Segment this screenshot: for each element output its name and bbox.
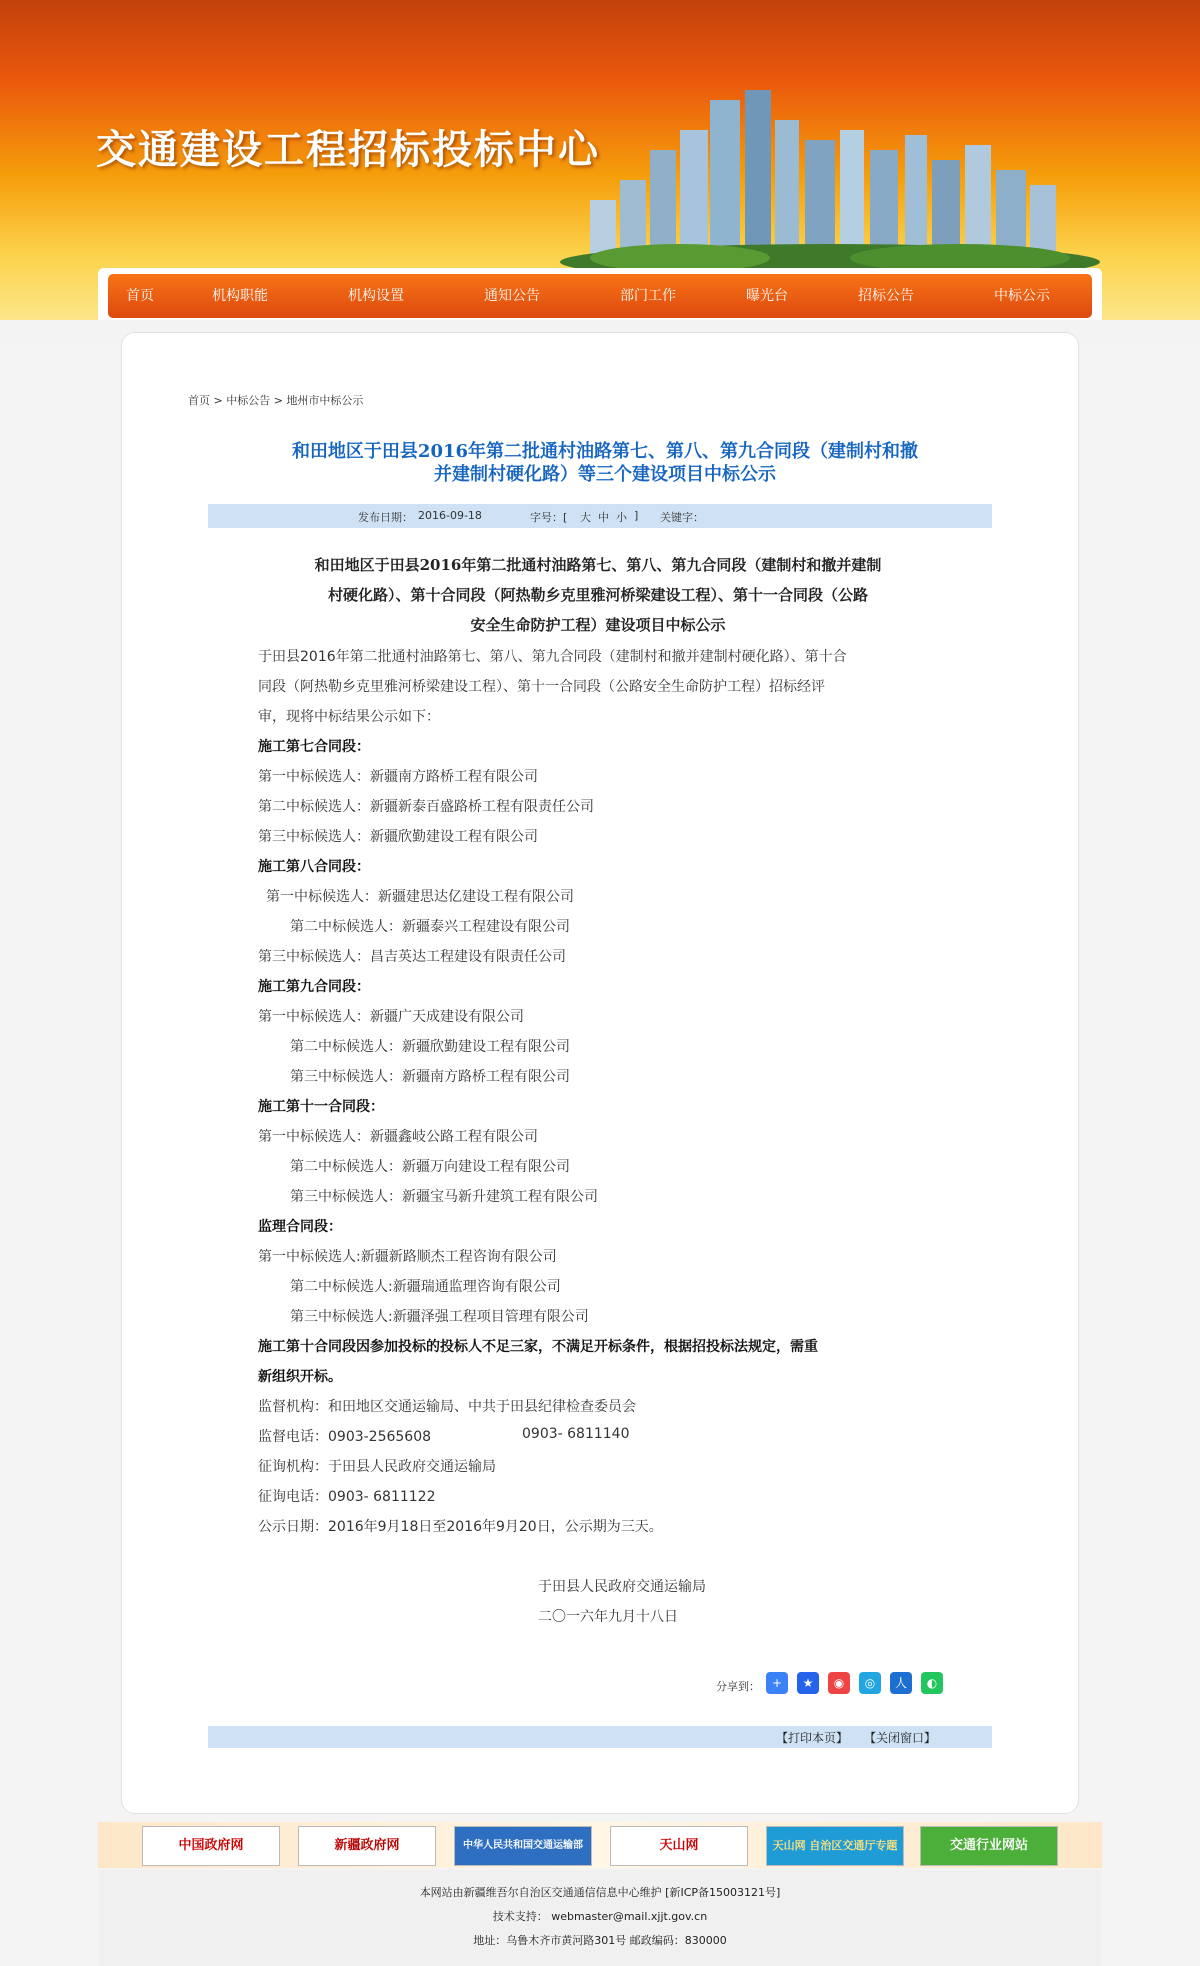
nav-home[interactable]: 首页	[126, 288, 154, 304]
share-wechat-icon[interactable]: ◐	[921, 1672, 943, 1694]
font-size-label: 字号：[	[530, 511, 568, 524]
main-nav	[108, 274, 1092, 318]
font-size-medium[interactable]: 中	[598, 511, 609, 524]
notice-line1: 施工第十合同段因参加投标的投标人不足三家，不满足开标条件，根据招投标法规定，需重	[258, 1339, 818, 1355]
lot8-candidate1: 第一中标候选人：新疆建思达亿建设工程有限公司	[266, 889, 574, 905]
section-supervision: 监理合同段：	[258, 1219, 342, 1235]
share-renren-icon[interactable]: 人	[890, 1672, 912, 1694]
lot7-candidate1: 第一中标候选人：新疆南方路桥工程有限公司	[258, 769, 538, 785]
supervision-candidate3: 第三中标候选人:新疆泽强工程项目管理有限公司	[290, 1309, 589, 1325]
heading-line2: 村硬化路）、第十合同段（阿热勒乡克里雅河桥梁建设工程）、第十一合同段（公路	[327, 586, 868, 604]
nav-bid-announcements[interactable]: 招标公告	[858, 288, 914, 304]
article-actions-bar	[208, 1726, 992, 1748]
inquiry-phone: 征询电话：0903- 6811122	[258, 1489, 436, 1505]
heading-line3: 安全生命防护工程）建设项目中标公示	[470, 616, 726, 634]
share-weibo-icon[interactable]: ◉	[828, 1672, 850, 1694]
lot11-candidate1: 第一中标候选人：新疆鑫岐公路工程有限公司	[258, 1129, 538, 1145]
article-heading	[258, 550, 938, 640]
supervisor-phone2: 0903- 6811140	[522, 1426, 630, 1442]
article-title	[220, 440, 990, 486]
article-meta-bar	[208, 504, 992, 528]
nav-department-work[interactable]: 部门工作	[620, 288, 676, 304]
link-mot[interactable]: 中华人民共和国交通运输部	[454, 1826, 592, 1866]
nav-functions[interactable]: 机构职能	[212, 288, 268, 304]
nav-exposure[interactable]: 曝光台	[746, 288, 788, 304]
section-lot11: 施工第十一合同段：	[258, 1099, 384, 1115]
link-xinjiang-gov[interactable]: 新疆政府网	[298, 1826, 436, 1866]
breadcrumb-sep: >	[270, 394, 287, 407]
site-header	[0, 0, 1200, 320]
supervision-candidate1: 第一中标候选人:新疆新路顺杰工程咨询有限公司	[258, 1249, 557, 1265]
lot11-candidate2: 第二中标候选人：新疆万向建设工程有限公司	[290, 1159, 570, 1175]
article-title-line1: 和田地区于田县2016年第二批通村油路第七、第八、第九合同段（建制村和撤	[291, 441, 919, 462]
friend-links	[98, 1822, 1102, 1868]
lot8-candidate2: 第二中标候选人：新疆泰兴工程建设有限公司	[290, 919, 570, 935]
breadcrumb-home[interactable]: 首页	[188, 394, 210, 407]
lot7-candidate3: 第三中标候选人：新疆欣勤建设工程有限公司	[258, 829, 538, 845]
site-footer	[98, 1870, 1102, 1966]
section-lot7: 施工第七合同段：	[258, 739, 370, 755]
supervisor-org: 监督机构：和田地区交通运输局、中共于田县纪律检查委员会	[258, 1399, 636, 1415]
footer-maintainer: 本网站由新疆维吾尔自治区交通通信信息中心维护 [新ICP备15003121号]	[419, 1886, 781, 1899]
lot9-candidate3: 第三中标候选人：新疆南方路桥工程有限公司	[290, 1069, 570, 1085]
share-more-icon[interactable]: +	[766, 1672, 788, 1694]
section-lot8: 施工第八合同段：	[258, 859, 370, 875]
footer-support: 技术支持： webmaster@mail.xjjt.gov.cn	[492, 1910, 708, 1923]
font-size-small[interactable]: 小	[616, 511, 627, 524]
city-skyline-illustration	[560, 90, 1100, 270]
font-size-end: ]	[634, 509, 639, 522]
share-qzone-icon[interactable]: ★	[797, 1672, 819, 1694]
breadcrumb-level1[interactable]: 中标公告	[226, 394, 271, 407]
link-tianshan[interactable]: 天山网	[610, 1826, 748, 1866]
keyword-label: 关键字：	[660, 511, 704, 524]
nav-organization[interactable]: 机构设置	[348, 288, 404, 304]
lot9-candidate1: 第一中标候选人：新疆广天成建设有限公司	[258, 1009, 524, 1025]
close-window-button[interactable]: 【关闭窗口】	[864, 1731, 937, 1745]
article-title-line2: 并建制村硬化路）等三个建设项目中标公示	[434, 464, 776, 485]
footer-address: 地址：乌鲁木齐市黄河路301号 邮政编码：830000	[473, 1934, 727, 1947]
supervision-candidate2: 第二中标候选人:新疆瑞通监理咨询有限公司	[290, 1279, 561, 1295]
notice-line2: 新组织开标。	[258, 1369, 342, 1385]
heading-line1: 和田地区于田县2016年第二批通村油路第七、第八、第九合同段（建制村和撤并建制	[314, 556, 882, 574]
publish-date: 2016-09-18	[418, 509, 482, 522]
intro-line1: 于田县2016年第二批通村油路第七、第八、第九合同段（建制村和撤并建制村硬化路）、第十合	[258, 649, 847, 665]
breadcrumb	[188, 392, 363, 408]
font-size-large[interactable]: 大	[580, 511, 591, 524]
nav-notices[interactable]: 通知公告	[484, 288, 540, 304]
link-transport-industry[interactable]: 交通行业网站	[920, 1826, 1058, 1866]
signature-org: 于田县人民政府交通运输局	[538, 1579, 706, 1595]
nav-award-announcements[interactable]: 中标公示	[994, 288, 1050, 304]
section-lot9: 施工第九合同段：	[258, 979, 370, 995]
lot7-candidate2: 第二中标候选人：新疆新泰百盛路桥工程有限责任公司	[258, 799, 594, 815]
intro-line3: 审，现将中标结果公示如下：	[258, 709, 440, 725]
lot11-candidate3: 第三中标候选人：新疆宝马新升建筑工程有限公司	[290, 1189, 598, 1205]
share-label: 分享到：	[716, 1680, 760, 1693]
publish-date-label: 发布日期：	[358, 511, 413, 524]
lot9-candidate2: 第二中标候选人：新疆欣勤建设工程有限公司	[290, 1039, 570, 1055]
breadcrumb-sep: >	[210, 394, 227, 407]
site-title: 交通建设工程招标投标中心	[96, 127, 600, 173]
lot8-candidate3: 第三中标候选人：昌吉英达工程建设有限责任公司	[258, 949, 566, 965]
link-gov-cn[interactable]: 中国政府网	[142, 1826, 280, 1866]
print-button[interactable]: 【打印本页】	[776, 1731, 849, 1745]
supervisor-phone: 监督电话：0903-2565608	[258, 1429, 432, 1445]
link-tianshan-transport[interactable]: 天山网 自治区交通厅专题	[766, 1826, 904, 1866]
share-tencent-weibo-icon[interactable]: ◎	[859, 1672, 881, 1694]
inquiry-org: 征询机构：于田县人民政府交通运输局	[258, 1459, 496, 1475]
breadcrumb-level2[interactable]: 地州市中标公示	[286, 394, 364, 407]
intro-line2: 同段（阿热勒乡克里雅河桥梁建设工程）、第十一合同段（公路安全生命防护工程）招标经评	[258, 679, 825, 695]
public-period: 公示日期：2016年9月18日至2016年9月20日，公示期为三天。	[258, 1519, 663, 1535]
signature-date: 二〇一六年九月十八日	[538, 1609, 678, 1625]
